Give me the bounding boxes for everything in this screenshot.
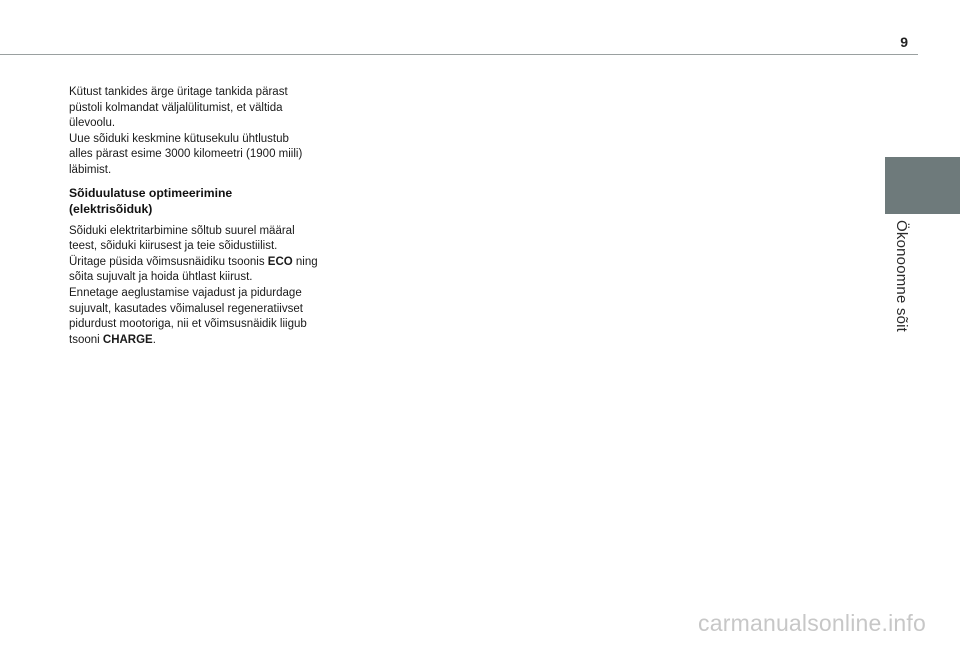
page-content [69, 85, 337, 348]
text-segment: ning [292, 255, 318, 268]
text-line: pidurdust mootoriga, nii et võimsusnäidik liigub [69, 318, 307, 331]
text-segment: . [152, 333, 156, 346]
text-line: sujuvalt, kasutades võimalusel regeneratiivset [69, 302, 303, 315]
refueling-paragraph [69, 85, 337, 132]
eco-zone-paragraph [69, 255, 337, 286]
header-divider [0, 54, 918, 55]
text-line: püstoli kolmandat väljalülitumist, et vältida [69, 101, 283, 114]
section-tab [885, 157, 960, 214]
text-line: teest, sõiduki kiirusest ja teie sõidustiilist. [69, 240, 278, 253]
text-line: Ennetage aeglustamise vajadust ja pidurdage [69, 286, 302, 299]
section-heading [69, 185, 337, 217]
text-line [69, 333, 337, 349]
break-in-paragraph [69, 132, 337, 179]
eco-term: ECO [267, 255, 293, 268]
text-line [69, 255, 337, 271]
text-line: Sõiduki elektritarbimine sõltub suurel määral [69, 224, 295, 237]
text-line: sõita sujuvalt ja hoida ühtlast kiirust. [69, 271, 253, 284]
electric-consumption-paragraph [69, 224, 337, 255]
section-tab-label: Ökonoomne sõit [893, 220, 910, 333]
watermark: carmanualsonline.info [698, 610, 926, 636]
heading-line: (elektrisõiduk) [69, 201, 153, 216]
page-number: 9 [900, 34, 908, 50]
text-line: ülevoolu. [69, 117, 116, 130]
charge-term: CHARGE [102, 333, 153, 346]
text-segment: Üritage püsida võimsusnäidiku tsoonis [69, 255, 268, 268]
regen-braking-paragraph [69, 286, 337, 348]
heading-line: Sõiduulatuse optimeerimine [69, 185, 233, 200]
text-line: alles pärast esime 3000 kilomeetri (1900 miili) [69, 148, 303, 161]
text-line: läbimist. [69, 163, 112, 176]
text-line: Kütust tankides ärge üritage tankida pärast [69, 86, 288, 98]
text-segment: tsooni [69, 333, 103, 346]
text-line: Uue sõiduki keskmine kütusekulu ühtlustub [69, 132, 289, 145]
